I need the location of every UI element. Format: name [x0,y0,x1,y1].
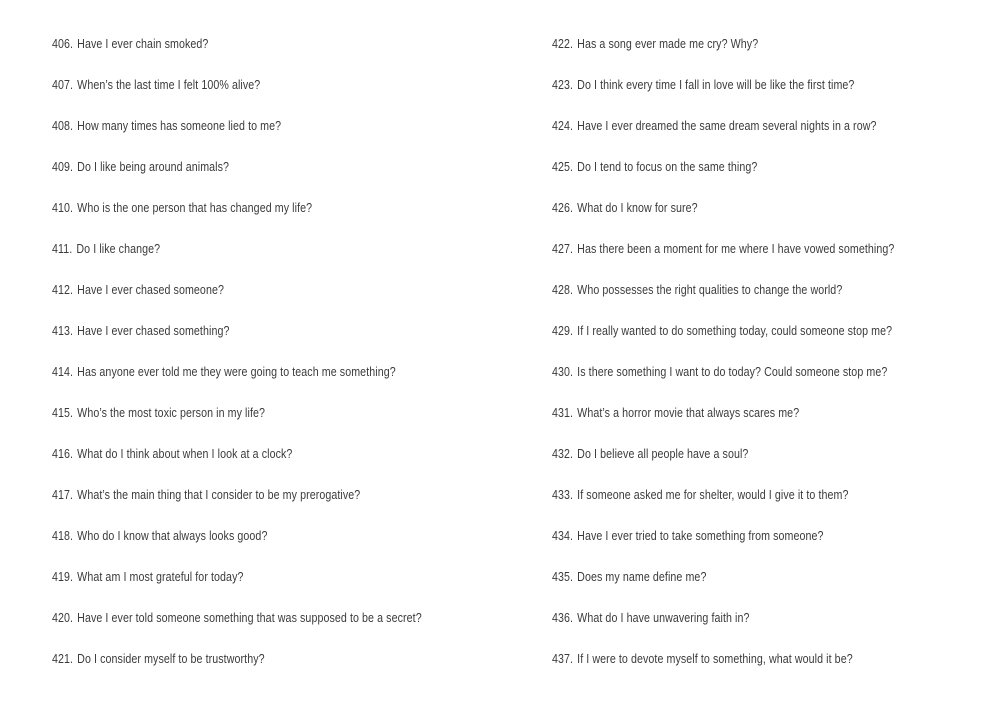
question-number: 416. [52,446,74,461]
question-column-right [552,34,982,690]
question-text: Do I consider myself to be trustworthy? [77,651,265,666]
question-number: 407. [52,77,74,92]
question-item [52,485,429,526]
question-number: 420. [52,610,74,625]
question-item [552,567,905,608]
question-text: Do I like being around animals? [77,159,230,174]
question-item [52,444,429,485]
question-item [52,280,429,321]
question-item [552,444,905,485]
question-text: Who possesses the right qualities to change the world? [577,282,843,297]
question-text: Who is the one person that has changed my life? [77,200,313,215]
question-item [52,157,429,198]
question-text: Have I ever chased someone? [77,282,224,297]
question-item [552,280,905,321]
question-number: 427. [552,241,574,256]
question-item [52,75,429,116]
question-text: What’s the main thing that I consider to be my prerogative? [77,487,361,502]
question-number: 408. [52,118,74,133]
question-item [552,239,905,280]
question-text: What do I know for sure? [577,200,698,215]
question-number: 437. [552,651,574,666]
question-number: 409. [52,159,74,174]
question-number: 421. [52,651,74,666]
question-text: How many times has someone lied to me? [77,118,282,133]
question-item [552,198,905,239]
question-text: Do I think every time I fall in love will be like the first time? [577,77,855,92]
question-number: 418. [52,528,74,543]
question-number: 412. [52,282,74,297]
question-item [552,157,905,198]
question-number: 432. [552,446,574,461]
question-text: Has a song ever made me cry? Why? [577,36,759,51]
question-column-left [52,34,512,690]
question-number: 426. [552,200,574,215]
question-text: Have I ever dreamed the same dream several nights in a row? [577,118,877,133]
question-text: What’s a horror movie that always scares me? [577,405,800,420]
question-number: 413. [52,323,74,338]
question-text: If someone asked me for shelter, would I give it to them? [577,487,849,502]
question-number: 411. [52,241,73,256]
question-item [52,321,429,362]
question-item [52,362,429,403]
question-number: 425. [552,159,574,174]
question-text: Has there been a moment for me where I have vowed something? [577,241,895,256]
question-text: Have I ever chain smoked? [77,36,209,51]
question-text: If I really wanted to do something today, could someone stop me? [577,323,893,338]
question-text: What do I think about when I look at a clock? [77,446,293,461]
question-item [52,403,429,444]
question-item [552,485,905,526]
question-number: 431. [552,405,574,420]
question-item [52,116,429,157]
question-text: Has anyone ever told me they were going to teach me something? [77,364,396,379]
question-item [552,321,905,362]
question-text: Who’s the most toxic person in my life? [77,405,266,420]
question-number: 406. [52,36,74,51]
question-number: 434. [552,528,574,543]
question-item [52,198,429,239]
question-text: Do I believe all people have a soul? [577,446,749,461]
question-number: 428. [552,282,574,297]
question-item [552,34,905,75]
question-text: When’s the last time I felt 100% alive? [77,77,261,92]
question-text: Is there something I want to do today? Could someone stop me? [577,364,888,379]
question-item [552,649,905,690]
question-text: Do I like change? [76,241,161,256]
question-number: 415. [52,405,74,420]
question-text: Does my name define me? [577,569,707,584]
question-text: Do I tend to focus on the same thing? [577,159,758,174]
question-item [552,75,905,116]
question-number: 433. [552,487,574,502]
question-text: Have I ever tried to take something from someone? [577,528,824,543]
question-item [52,526,429,567]
question-item [552,526,905,567]
question-item [552,608,905,649]
question-number: 436. [552,610,574,625]
question-text: Who do I know that always looks good? [77,528,268,543]
question-item [52,649,429,690]
question-item [552,116,905,157]
question-number: 417. [52,487,74,502]
question-number: 422. [552,36,574,51]
question-number: 430. [552,364,574,379]
question-text: Have I ever chased something? [77,323,230,338]
question-text: What do I have unwavering faith in? [577,610,750,625]
question-number: 423. [552,77,574,92]
question-number: 414. [52,364,74,379]
question-number: 424. [552,118,574,133]
question-item [52,567,429,608]
question-text: If I were to devote myself to something, what would it be? [577,651,853,666]
question-number: 429. [552,323,574,338]
question-item [552,362,905,403]
question-number: 419. [52,569,74,584]
question-item [52,608,429,649]
question-text: Have I ever told someone something that was supposed to be a secret? [77,610,422,625]
question-item [52,34,429,75]
question-item [52,239,429,280]
question-text: What am I most grateful for today? [77,569,244,584]
question-number: 410. [52,200,74,215]
question-number: 435. [552,569,574,584]
question-item [552,403,905,444]
